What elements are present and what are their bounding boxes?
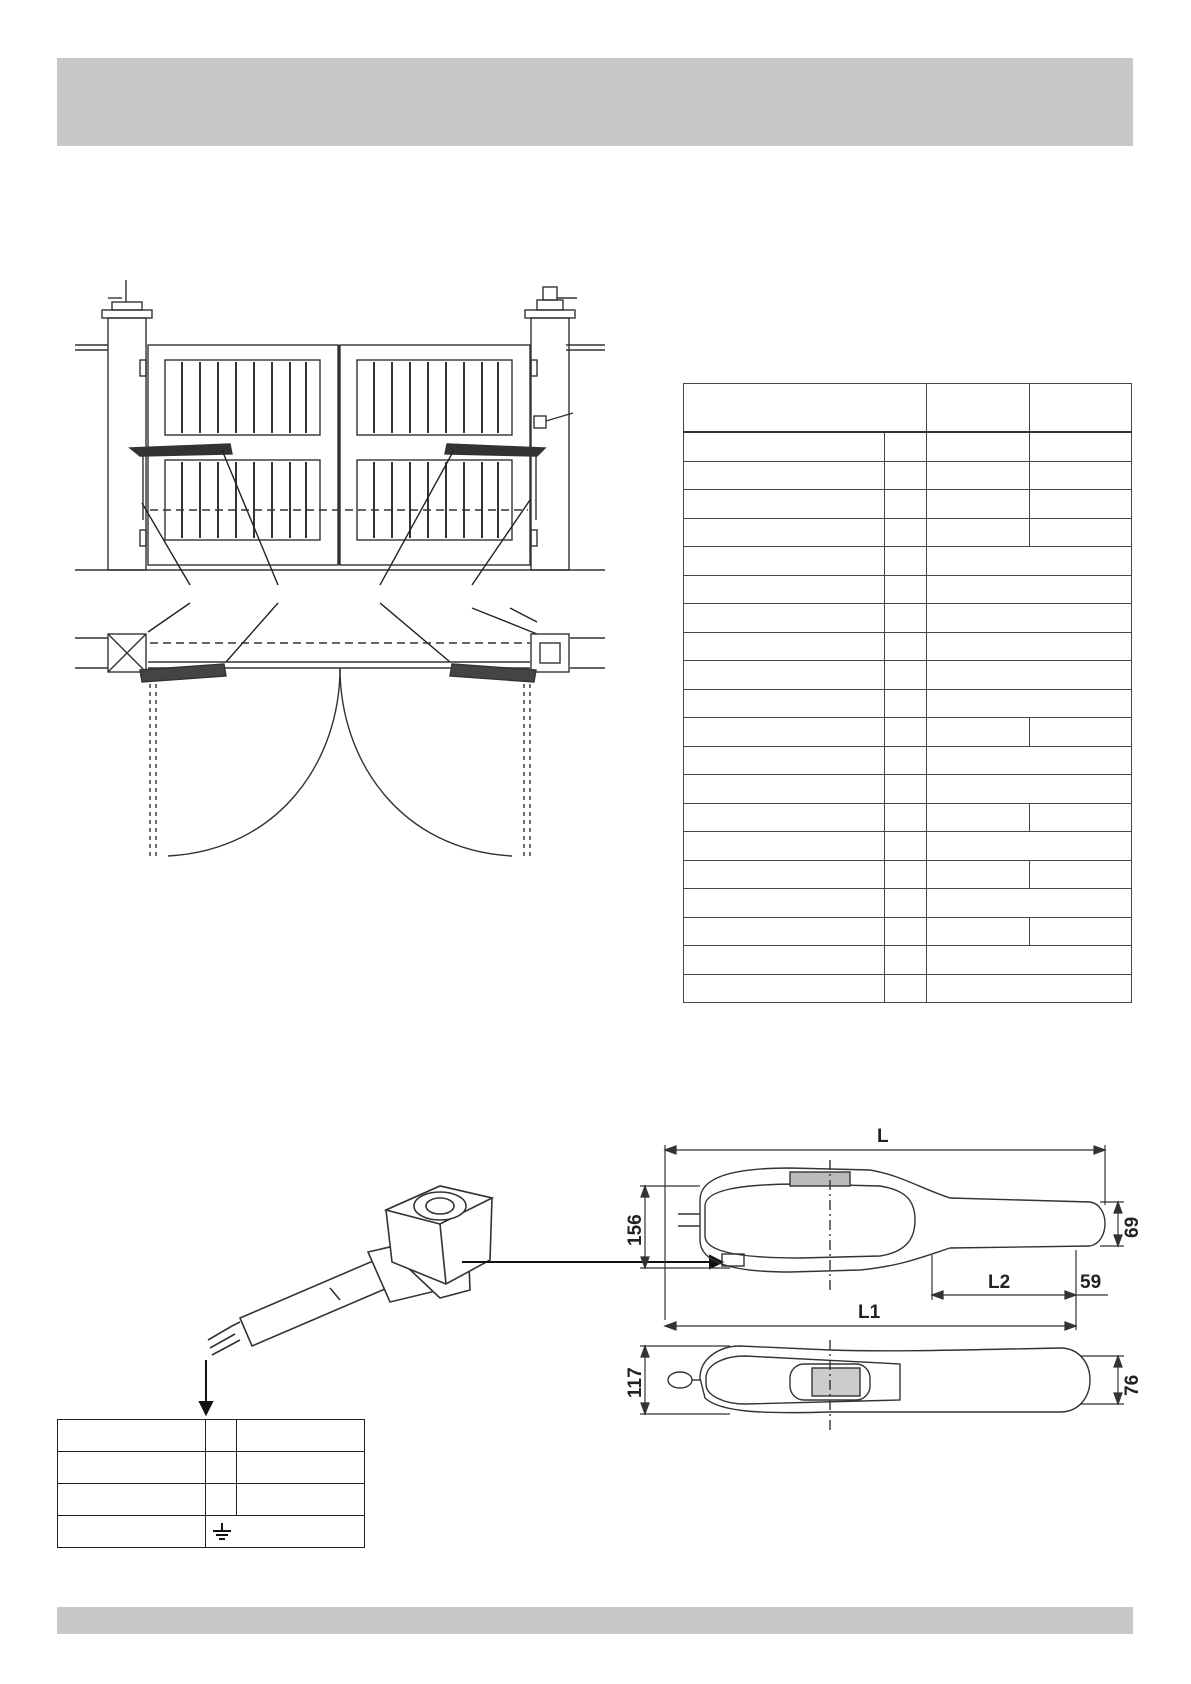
ground-cell bbox=[206, 1516, 365, 1548]
wiring-table bbox=[57, 1419, 365, 1548]
gate-front-view bbox=[75, 280, 605, 570]
spec-row bbox=[684, 604, 1132, 633]
spec-row bbox=[684, 775, 1132, 804]
gate-plan-view bbox=[75, 634, 605, 858]
spec-row bbox=[684, 461, 1132, 490]
spec-row bbox=[684, 632, 1132, 661]
spec-row bbox=[684, 689, 1132, 718]
dim-l1-label: L1 bbox=[858, 1302, 881, 1323]
spec-row bbox=[684, 860, 1132, 889]
spec-row bbox=[684, 746, 1132, 775]
dim-l-label: L bbox=[877, 1126, 889, 1147]
spec-row bbox=[684, 718, 1132, 747]
dim-156-label: 156 bbox=[625, 1214, 646, 1246]
spec-row bbox=[684, 974, 1132, 1003]
spec-row bbox=[684, 889, 1132, 918]
wiring-row bbox=[58, 1420, 365, 1452]
spec-row bbox=[684, 490, 1132, 519]
dim-l2-label: L2 bbox=[988, 1272, 1011, 1293]
spec-row bbox=[684, 518, 1132, 547]
wiring-row bbox=[58, 1484, 365, 1516]
spec-row bbox=[684, 803, 1132, 832]
spec-row bbox=[684, 832, 1132, 861]
spec-row bbox=[684, 547, 1132, 576]
dim-69-label: 69 bbox=[1122, 1216, 1143, 1238]
spec-header-cell bbox=[927, 384, 1030, 433]
spec-header-cell bbox=[684, 384, 927, 433]
dim-59-label: 59 bbox=[1080, 1272, 1102, 1293]
spec-row bbox=[684, 917, 1132, 946]
spec-header-cell bbox=[1030, 384, 1132, 433]
connector-plug bbox=[208, 1186, 492, 1355]
spec-row bbox=[684, 575, 1132, 604]
motor-side-view bbox=[678, 1160, 1105, 1290]
spec-table-header bbox=[684, 384, 1132, 433]
spec-row bbox=[684, 946, 1132, 975]
spec-row bbox=[684, 432, 1132, 461]
spec-row bbox=[684, 661, 1132, 690]
dim-117-label: 117 bbox=[625, 1367, 646, 1398]
ground-symbol-icon bbox=[210, 1521, 234, 1543]
wiring-row bbox=[58, 1516, 365, 1548]
dim-76-label: 76 bbox=[1122, 1374, 1143, 1396]
technical-spec-table bbox=[683, 383, 1132, 1003]
wiring-row bbox=[58, 1452, 365, 1484]
footer-band bbox=[57, 1607, 1133, 1634]
motor-top-view bbox=[668, 1340, 1090, 1432]
